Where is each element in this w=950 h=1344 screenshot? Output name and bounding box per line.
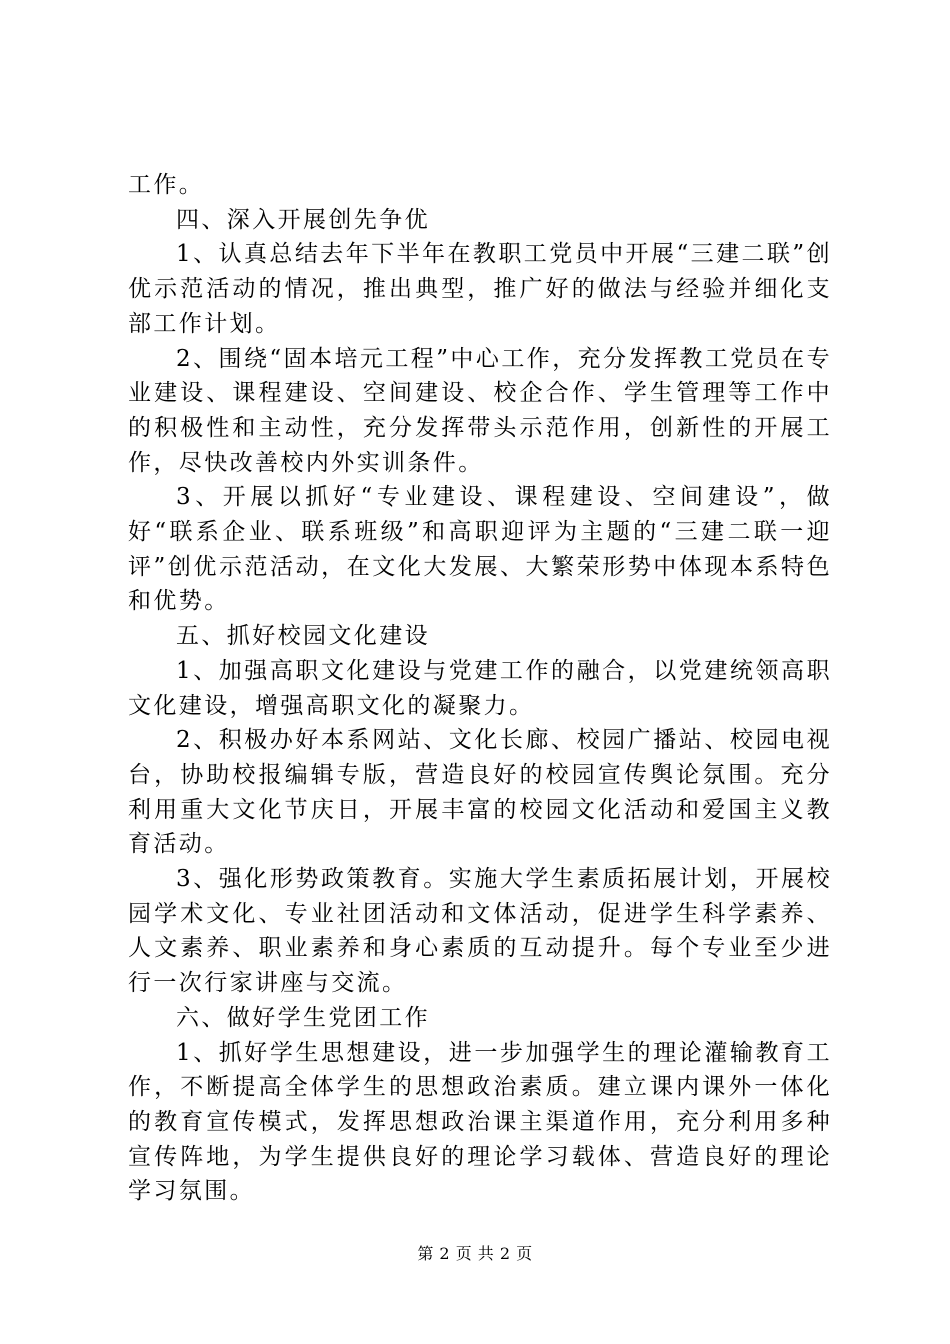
paragraph-4-2: 2、围绕“固本培元工程”中心工作，充分发挥教工党员在专业建设、课程建设、空间建设、校企合作、学生管理等工作中的积极性和主动性，充分发挥带头示范作用，创新性的开展工作，尽快改善校内外实训条件。	[128, 345, 832, 476]
document-body	[128, 168, 832, 1209]
paragraph-5-2: 2、积极办好本系网站、文化长廊、校园广播站、校园电视台，协助校报编辑专版，营造良好的校园宣传舆论氛围。充分利用重大文化节庆日，开展丰富的校园文化活动和爱国主义教育活动。	[128, 727, 832, 858]
paragraph-5-1: 1、加强高职文化建设与党建工作的融合，以党建统领高职文化建设，增强高职文化的凝聚力。	[128, 657, 832, 719]
paragraph-6-1: 1、抓好学生思想建设，进一步加强学生的理论灌输教育工作，不断提高全体学生的思想政治素质。建立课内课外一体化的教育宣传模式，发挥思想政治课主渠道作用，充分利用多种宣传阵地，为学生提供良好的理论学习载体、营造良好的理论学习氛围。	[128, 1039, 832, 1205]
section-heading-4: 四、深入开展创先争优	[176, 206, 430, 233]
paragraph-4-3: 3、开展以抓好“专业建设、课程建设、空间建设”，做好“联系企业、联系班级”和高职迎评为主题的“三建二联一迎评”创优示范活动，在文化大发展、大繁荣形势中体现本系特色和优势。	[128, 484, 832, 615]
section-heading-6: 六、做好学生党团工作	[176, 1004, 430, 1031]
page-number-footer: 第 2 页 共 2 页	[417, 1244, 533, 1263]
section-heading-5: 五、抓好校园文化建设	[176, 623, 430, 650]
paragraph-4-1: 1、认真总结去年下半年在教职工党员中开展“三建二联”创优示范活动的情况，推出典型，推广好的做法与经验并细化支部工作计划。	[128, 241, 832, 337]
paragraph-continuation: 工作。	[128, 172, 205, 198]
paragraph-5-3: 3、强化形势政策教育。实施大学生素质拓展计划，开展校园学术文化、专业社团活动和文体活动，促进学生科学素养、人文素养、职业素养和身心素质的互动提升。每个专业至少进行一次行家讲座与交流。	[128, 866, 832, 997]
